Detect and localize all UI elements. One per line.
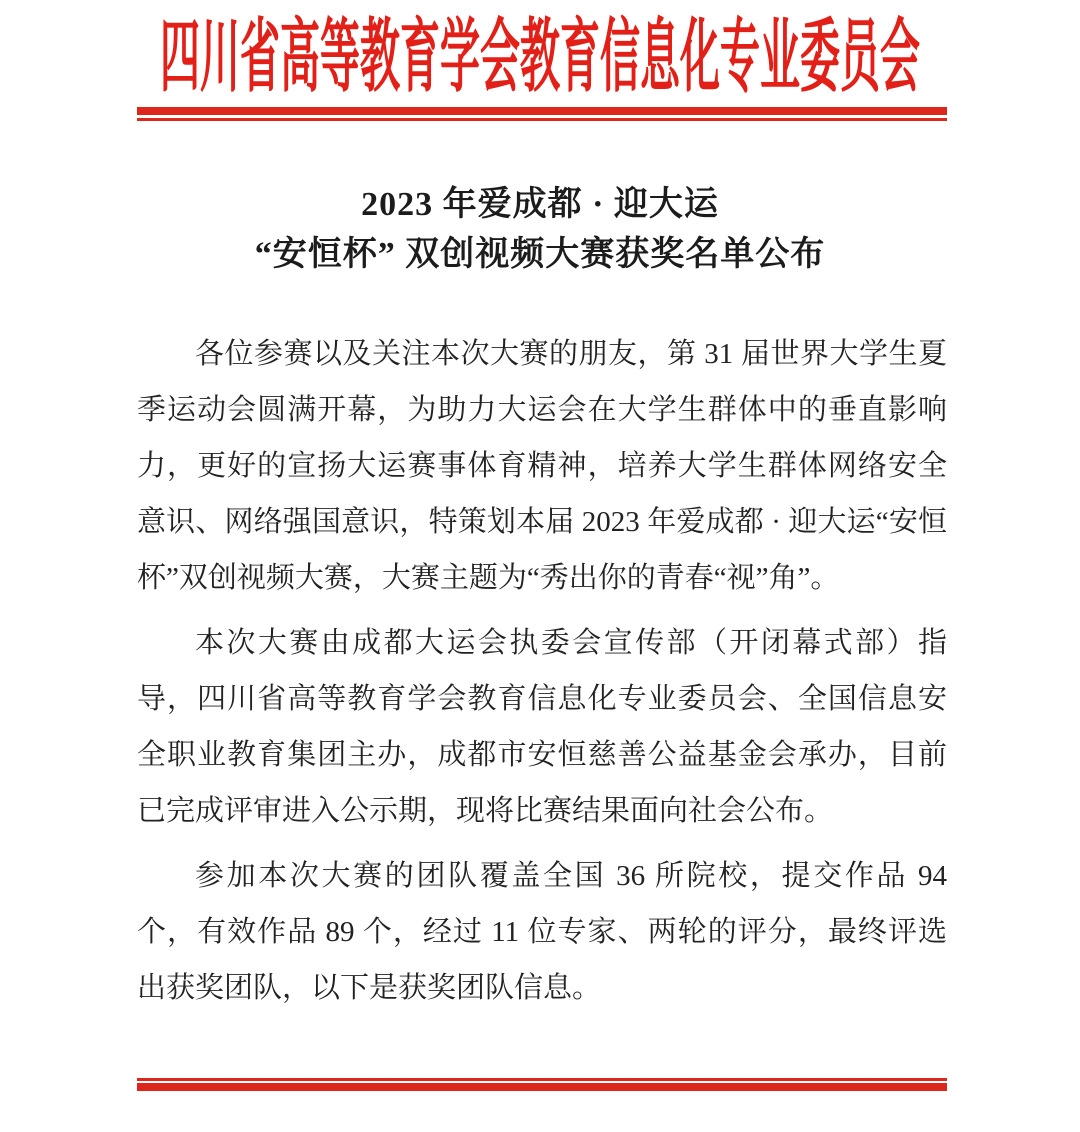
divider-thin-line: [137, 1078, 947, 1081]
footer-divider: [137, 1078, 947, 1091]
divider-thick-line: [137, 1083, 947, 1091]
letterhead: [0, 10, 1080, 104]
paragraph-intro: 各位参赛以及关注本次大赛的朋友，第 31 届世界大学生夏季运动会圆满开幕，为助力大运会在大学生群体中的垂直影响力，更好的宣扬大运赛事体育精神，培养大学生群体网络安全意识、网络强国意识，特策划本届 2023 年爱成都 · 迎大运“安恒杯”双创视频大赛，大赛主题为“秀出你的青春“视”角”。: [137, 338, 947, 594]
letterhead-divider: [137, 107, 947, 121]
title-line-2: “安恒杯” 双创视频大赛获奖名单公布: [254, 236, 826, 273]
document-body: [137, 326, 947, 1025]
paragraph-statistics: 参加本次大赛的团队覆盖全国 36 所院校，提交作品 94 个，有效作品 89 个，经过 11 位专家、两轮的评分，最终评选出获奖团队，以下是获奖团队信息。: [137, 860, 947, 1004]
divider-thick-line: [137, 107, 947, 115]
divider-thin-line: [137, 118, 947, 121]
paragraph-organizers: 本次大赛由成都大运会执委会宣传部（开闭幕式部）指导，四川省高等教育学会教育信息化专业委员会、全国信息安全职业教育集团主办，成都市安恒慈善公益基金会承办，目前已完成评审进入公示期，现将比赛结果面向社会公布。: [137, 627, 947, 827]
organization-name: 四川省高等教育学会教育信息化专业委员会: [160, 12, 920, 101]
document-title: [0, 180, 1080, 280]
title-line-1: 2023 年爱成都 · 迎大运: [361, 186, 719, 223]
